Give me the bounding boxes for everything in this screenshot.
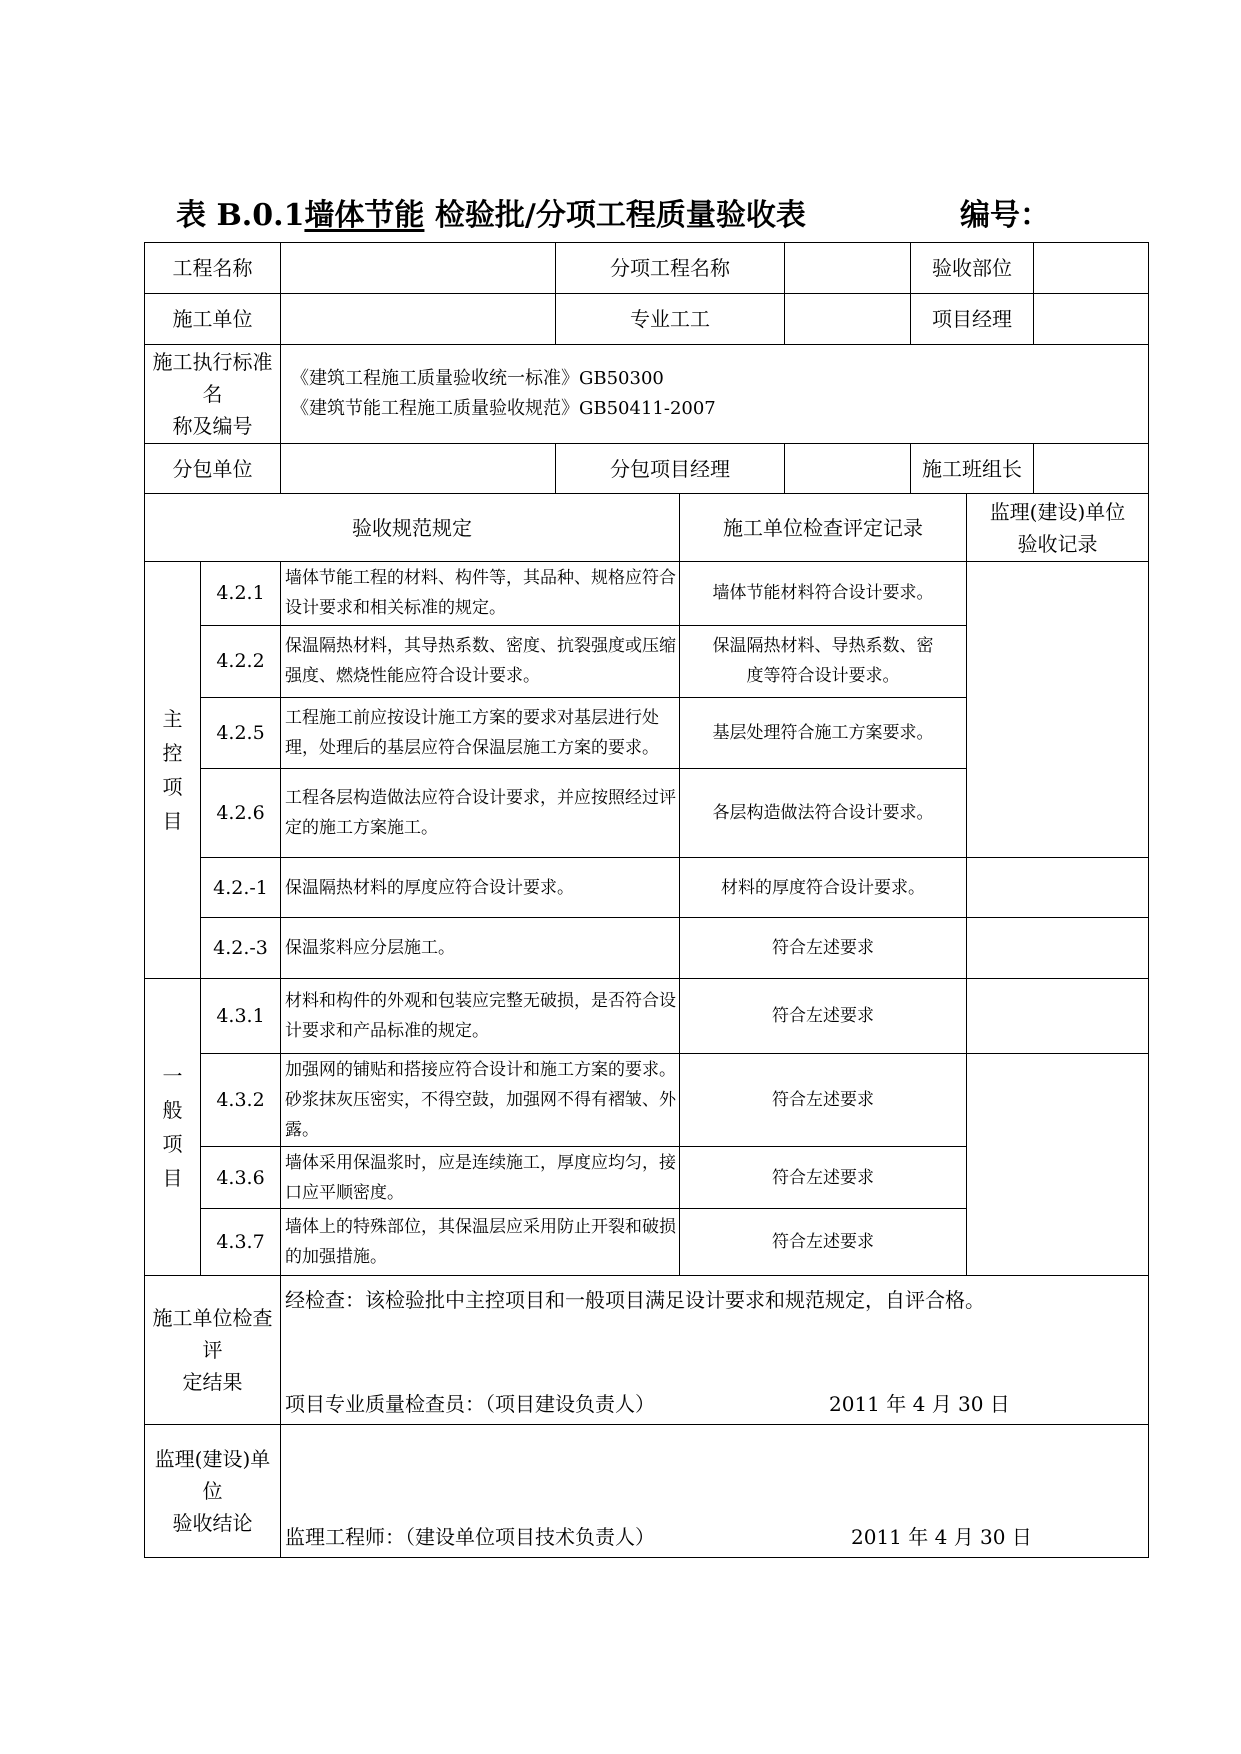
standard-label-line2: 称及编号 — [172, 414, 253, 439]
general-item-row — [145, 1054, 1149, 1147]
subproject-name-value[interactable] — [785, 243, 911, 294]
construction-result-text: 经检查：该检验批中主控项目和一般项目满足设计要求和规范规定，自评合格。 — [285, 1287, 985, 1312]
supervision-result-cell[interactable] — [281, 1425, 1149, 1558]
title-text — [176, 190, 806, 234]
item-supervision-record[interactable] — [967, 918, 1149, 978]
project-manager-value[interactable] — [1034, 294, 1149, 345]
item-requirement: 墙体上的特殊部位，其保温层应采用防止开裂和破损 的加强措施。 — [281, 1209, 680, 1275]
construction-unit-label: 施工单位 — [145, 294, 281, 345]
subcontractor-value[interactable] — [281, 444, 556, 494]
main-item-row — [145, 858, 1149, 918]
project-name-value[interactable] — [281, 243, 556, 294]
title-subject: 墙体节能 — [304, 198, 425, 233]
construction-result-date: 2011 年 4 月 30 日 — [829, 1392, 1010, 1417]
item-check-record: 符合左述要求 — [680, 918, 967, 978]
construction-unit-value[interactable] — [281, 294, 556, 345]
item-check-record: 符合左述要求 — [680, 1054, 967, 1147]
item-code: 4.2.-3 — [201, 918, 281, 978]
item-code: 4.3.7 — [201, 1209, 281, 1275]
standard-label-line1: 施工执行标准名 — [152, 350, 273, 407]
supervision-result-signer: 监理工程师：（建设单位项目技术负责人） — [285, 1525, 655, 1549]
title-suffix: 检验批/分项工程质量验收表 — [424, 198, 806, 233]
project-manager-label: 项目经理 — [911, 294, 1034, 345]
header-row-unit — [145, 294, 1149, 345]
construction-result-cell[interactable] — [281, 1275, 1149, 1424]
general-supervision-record[interactable] — [967, 1054, 1149, 1276]
standard-values — [281, 345, 1149, 444]
item-code: 4.2.2 — [201, 626, 281, 698]
item-check-record: 墙体节能材料符合设计要求。 — [680, 561, 967, 625]
main-items-label — [145, 561, 201, 978]
item-code: 4.2.1 — [201, 561, 281, 625]
item-requirement: 加强网的铺贴和搭接应符合设计和施工方案的要求。 砂浆抹灰压密实，不得空鼓，加强网不得有褶皱、外 露。 — [281, 1054, 680, 1147]
item-requirement: 保温隔热材料的厚度应符合设计要求。 — [281, 858, 680, 918]
item-check-record: 符合左述要求 — [680, 1147, 967, 1209]
subcontract-manager-label: 分包项目经理 — [556, 444, 785, 494]
item-requirement: 墙体采用保温浆时，应是连续施工，厚度应均匀，接 口应平顺密度。 — [281, 1147, 680, 1209]
item-code: 4.3.6 — [201, 1147, 281, 1209]
supervision-result-row — [145, 1425, 1149, 1558]
item-requirement: 工程施工前应按设计施工方案的要求对基层进行处 理，处理后的基层应符合保温层施工方案的要求。 — [281, 697, 680, 769]
foreman-value[interactable] — [785, 294, 911, 345]
supervision-record-line1: 监理(建设)单位 — [989, 499, 1126, 524]
item-check-record: 基层处理符合施工方案要求。 — [680, 697, 967, 769]
item-code: 4.3.2 — [201, 1054, 281, 1147]
acceptance-table — [144, 242, 1149, 1558]
item-requirement: 材料和构件的外观和包装应完整无破损，是否符合设 计要求和产品标准的规定。 — [281, 978, 680, 1054]
item-requirement: 工程各层构造做法应符合设计要求，并应按照经过评 定的施工方案施工。 — [281, 769, 680, 858]
team-leader-label: 施工班组长 — [911, 444, 1034, 494]
item-check-record: 材料的厚度符合设计要求。 — [680, 858, 967, 918]
main-item-row — [145, 918, 1149, 978]
item-check-record: 各层构造做法符合设计要求。 — [680, 769, 967, 858]
construction-result-label-line1: 施工单位检查评 — [152, 1305, 273, 1362]
standard-2: 《建筑节能工程施工质量验收规范》GB50411-2007 — [291, 398, 716, 420]
item-requirement: 保温浆料应分层施工。 — [281, 918, 680, 978]
supervision-result-label — [145, 1425, 281, 1558]
check-record-column-header: 施工单位检查评定记录 — [680, 494, 967, 561]
construction-result-label — [145, 1275, 281, 1424]
subproject-name-label: 分项工程名称 — [556, 243, 785, 294]
item-code: 4.2.-1 — [201, 858, 281, 918]
header-row-subcontract — [145, 444, 1149, 494]
header-row-standard — [145, 345, 1149, 444]
item-supervision-record[interactable] — [967, 978, 1149, 1054]
main-items-label-text: 主 控 项 目 — [162, 706, 183, 833]
subcontractor-label: 分包单位 — [145, 444, 281, 494]
general-items-label-text: 一 般 项 目 — [162, 1063, 183, 1190]
item-check-record: 符合左述要求 — [680, 978, 967, 1054]
acceptance-part-label: 验收部位 — [911, 243, 1034, 294]
form-number-label: 编号： — [960, 198, 1050, 233]
construction-result-row — [145, 1275, 1149, 1424]
supervision-record-column-header — [967, 494, 1149, 561]
supervision-record-line2: 验收记录 — [1017, 531, 1098, 556]
header-row-project — [145, 243, 1149, 294]
supervision-result-label-line2: 验收结论 — [172, 1511, 253, 1536]
item-code: 4.2.5 — [201, 697, 281, 769]
team-leader-value[interactable] — [1034, 444, 1149, 494]
spec-column-header: 验收规范规定 — [145, 494, 680, 561]
foreman-label: 专业工工 — [556, 294, 785, 345]
form-title — [176, 190, 1056, 240]
item-code: 4.2.6 — [201, 769, 281, 858]
standard-1: 《建筑工程施工质量验收统一标准》GB50300 — [291, 368, 664, 390]
item-check-record: 保温隔热材料、导热系数、密 度等符合设计要求。 — [680, 626, 967, 698]
general-items-label — [145, 978, 201, 1275]
project-name-label: 工程名称 — [145, 243, 281, 294]
column-header-row — [145, 494, 1149, 561]
general-item-row — [145, 978, 1149, 1054]
acceptance-part-value[interactable] — [1034, 243, 1149, 294]
main-supervision-record[interactable] — [967, 561, 1149, 857]
item-code: 4.3.1 — [201, 978, 281, 1054]
main-item-row — [145, 561, 1149, 625]
supervision-result-label-line1: 监理(建设)单位 — [154, 1447, 271, 1504]
item-requirement: 墙体节能工程的材料、构件等，其品种、规格应符合 设计要求和相关标准的规定。 — [281, 561, 680, 625]
standard-label — [145, 345, 281, 444]
supervision-result-date: 2011 年 4 月 30 日 — [851, 1525, 1032, 1549]
construction-result-signer: 项目专业质量检查员：（项目建设负责人） — [285, 1392, 655, 1417]
title-prefix: 表 B.0.1 — [176, 198, 305, 233]
item-requirement: 保温隔热材料，其导热系数、密度、抗裂强度或压缩 强度、燃烧性能应符合设计要求。 — [281, 626, 680, 698]
subcontract-manager-value[interactable] — [785, 444, 911, 494]
item-supervision-record[interactable] — [967, 858, 1149, 918]
item-check-record: 符合左述要求 — [680, 1209, 967, 1275]
construction-result-label-line2: 定结果 — [182, 1369, 243, 1394]
